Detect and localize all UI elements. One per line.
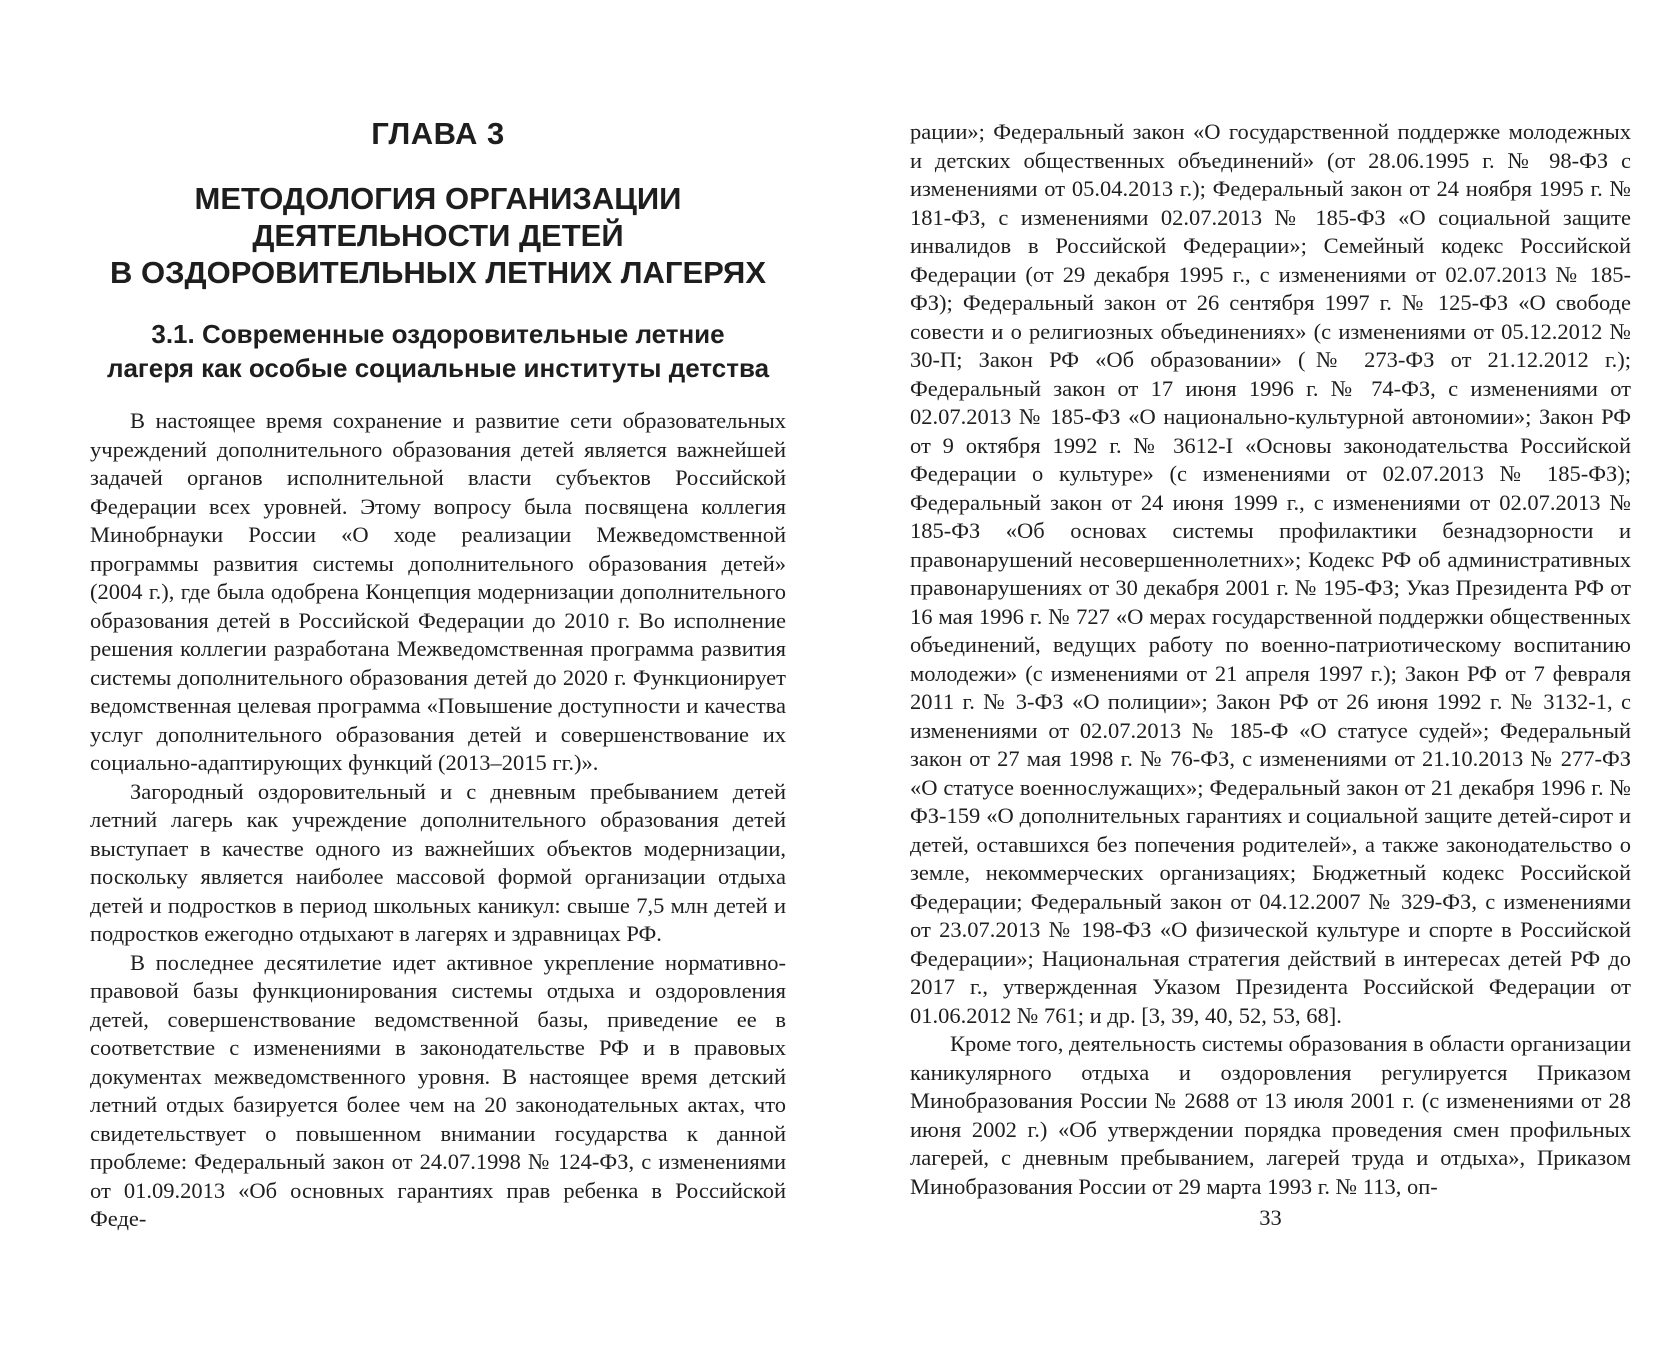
paragraph: рации»; Федеральный закон «О государственной поддержке молодежных и детских общественных объединений» (от 28.06.1995 г. № 98-ФЗ с изменениями от 05.04.2013 г.); Федеральный закон от 24 ноября 1995 г. № 181-ФЗ, с изменениями 02.07.2013 № 185-ФЗ «О социальной защите инвалидов в Российской Федерации»; Семейный кодекс Российской Федерации (от 29 декабря 1995 г., с изменениями от 02.07.2013 № 185-ФЗ); Федеральный закон от 26 сентября 1997 г. № 125-ФЗ «О свободе совести и о религиозных объединениях» (с изменениями от 05.12.2012 № 30-П; Закон РФ «Об образовании» (№ 273-ФЗ от 21.12.2012 г.); Федеральный закон от 17 июня 1996 г. № 74-ФЗ, с изменениями от 02.07.2013 № 185-ФЗ «О национально-культурной автономии»; Закон РФ от 9 октября 1992 г. № 3612-I «Основы законодательства Российской Федерации о культуре» (с изменениями от 02.07.2013 № 185-ФЗ); Федеральный закон от 24 июня 1999 г., с изменениями от 02.07.2013 № 185-ФЗ «Об основах системы профилактики безнадзорности и правонарушений несовершеннолетних»; Кодекс РФ об административных правонарушениях от 30 декабря 2001 г. № 195-ФЗ; Указ Президента РФ от 16 мая 1996 г. № 727 «О мерах государственной поддержки общественных объединений, ведущих работу по военно-патриотическому воспитанию молодежи» (с изменениями от 21 апреля 1997 г.); Закон РФ от 7 февраля 2011 г. № 3-ФЗ «О полиции»; Закон РФ от 26 июня 1992 г. № 3132-1, с изменениями от 02.07.2013 № 185-Ф «О статусе судей»; Федеральный закон от 27 мая 1998 г. № 76-ФЗ, с изменениями от 21.10.2013 № 277-ФЗ «О статусе военнослужащих»; Федеральный закон от 21 декабря 1996 г. № ФЗ-159 «О дополнительных гарантиях и социальной защите детей-сирот и детей, оставшихся без попечения родителей», а также законодательство о земле, некоммерческих организациях; Бюджетный кодекс Российской Федерации; Федеральный закон от 04.12.2007 № 329-ФЗ, с изменениями от 23.07.2013 № 198-ФЗ «О физической культуре и спорте в Российской Федерации»; Национальная стратегия действий в интересах детей РФ до 2017 г., утвержденная Указом Президента Российской Федерации от 01.06.2012 № 761; и др. [3, 39, 40, 52, 53, 68]. <box>910 119 1631 1028</box>
left-page <box>0 0 830 1363</box>
section-title: 3.1. Современные оздоровительные летние лагеря как особые социальные институты детства <box>106 319 770 383</box>
paragraph: В последнее десятилетие идет активное укрепление нормативно-правовой базы функционирования системы отдыха и оздоровления детей, совершенствование ведомственной базы, приведение ее в соответствие с изменениями в законодательстве РФ и в правовых документах межведомственного уровня. В настоящее время детский летний отдых базируется более чем на 20 законодательных актах, что свидетельствует о повышенном внимании государства к данной проблеме: Федеральный закон от 24.07.1998 № 124-ФЗ, с изменениями от 01.09.2013 «Об основных гарантиях прав ребенка в Российской Феде- <box>90 949 786 1231</box>
paragraph: Загородный оздоровительный и с дневным пребыванием детей летний лагерь как учреждение дополнительного образования детей выступает в качестве одного из важнейших объектов модернизации, поскольку является наиболее массовой формой организации отдыха детей и подростков в период школьных каникул: свыше 7,5 млн детей и подростков ежегодно отдыхают в лагерях и здравницах РФ. <box>90 778 786 946</box>
paragraph: В настоящее время сохранение и развитие сети образовательных учреждений дополнительного образования детей является важнейшей задачей органов исполнительной власти субъектов Российской Федерации всех уровней. Этому вопросу была посвящена коллегия Минобрнауки России «О ходе реализации Межведомственной программы развития системы дополнительного образования детей» (2004 г.), где была одобрена Концепция модернизации дополнительного образования детей в Российской Федерации до 2010 г. Во исполнение решения коллегии разработана Межведомственная программа развития системы дополнительного образования детей до 2020 г. Функционирует ведомственная целевая программа «Повышение доступности и качества услуг дополнительного образования детей и совершенствование их социально-адаптирующих функций (2013–2015 гг.)». <box>90 408 786 775</box>
paragraph: Кроме того, деятельность системы образования в области организации каникулярного отдыха и оздоровления регулируется Приказом Минобразования России № 2688 от 13 июля 2001 г. (с изменениями от 28 июня 2002 г.) «Об утверждении порядка проведения смен профильных лагерей, с дневным пребыванием, лагерей труда и отдыха», Приказом Минобразования России от 29 марта 1993 г. № 113, оп- <box>910 1031 1631 1199</box>
chapter-title: МЕТОДОЛОГИЯ ОРГАНИЗАЦИИ ДЕЯТЕЛЬНОСТИ ДЕТЕЙ В ОЗДОРОВИТЕЛЬНЫХ ЛЕТНИХ ЛАГЕРЯХ <box>109 181 767 290</box>
right-page <box>838 0 1675 1363</box>
chapter-number: ГЛАВА 3 <box>371 116 505 151</box>
page-number: 33 <box>1259 1205 1282 1230</box>
